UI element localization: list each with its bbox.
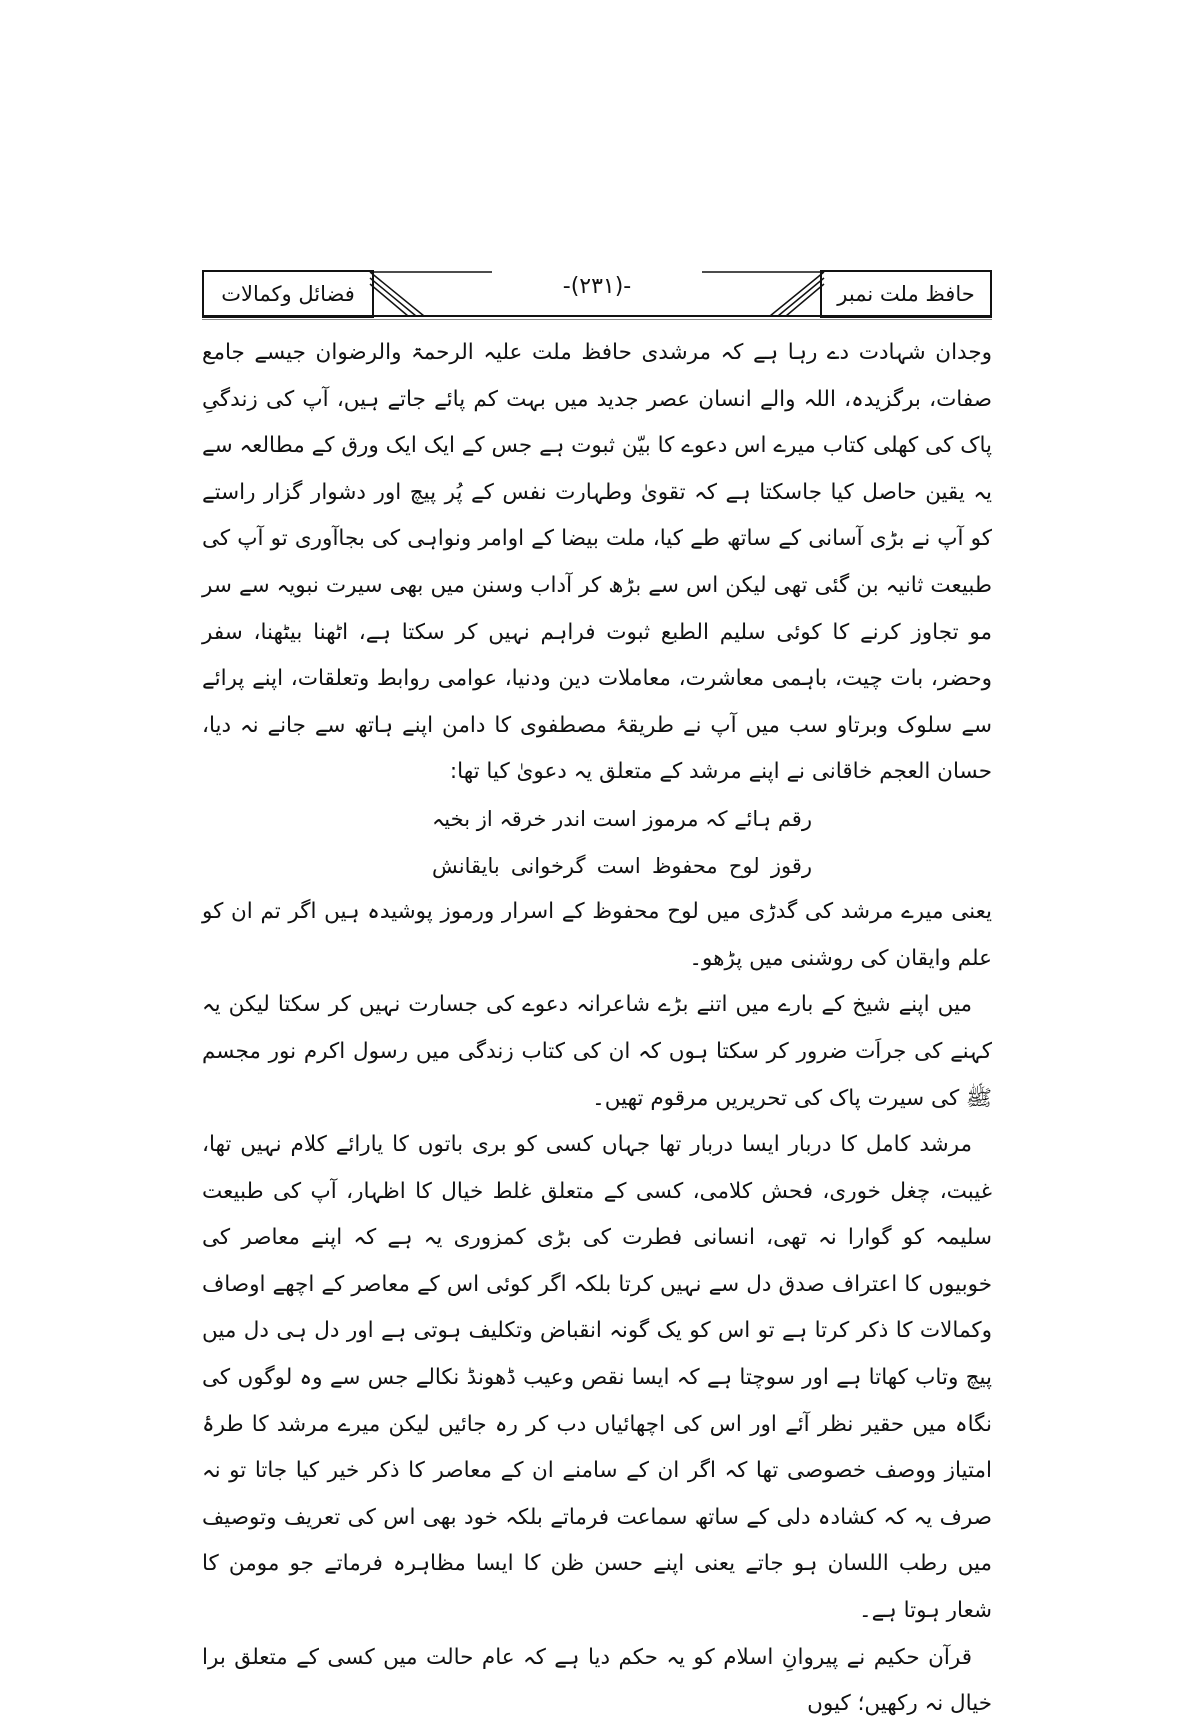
page-header bbox=[202, 268, 992, 320]
page-number: -(۲۳۱)- bbox=[562, 274, 632, 299]
body-text bbox=[202, 330, 992, 1728]
paragraph: مرشد کامل کا دربار ایسا دربار تھا جہاں کسی کو بری باتوں کا یارائے کلام نہیں تھا، غیبت، چغل خوری، فحش کلامی، کسی کے متعلق غلط خیال کا اظہار، آپ کی طبیعت سلیمہ کو گوارا نہ تھی، انسانی فطرت کی بڑی کمزوری یہ ہے کہ اپنے معاصر کی خوبیوں کا اعتراف صدق دل سے نہیں کرتا بلکہ اگر کوئی اس کے معاصر کے اچھے اوصاف وکمالات کا ذکر کرتا ہے تو اس کو یک گونہ انقباض وتکلیف ہوتی ہے اور دل ہی دل میں پیچ وتاب کھاتا ہے اور سوچتا ہے کہ ایسا نقص وعیب ڈھونڈ نکالے جس سے وہ لوگوں کی نگاہ میں حقیر نظر آئے اور اس کی اچھائیاں دب کر رہ جائیں لیکن میرے مرشد کا طرۂ امتیاز ووصف خصوصی تھا کہ اگر ان کے سامنے ان کے معاصر کا ذکر خیر کیا جاتا تو نہ صرف یہ کہ کشادہ دلی کے ساتھ سماعت فرماتے بلکہ خود بھی اس کی تعریف وتوصیف میں رطب اللسان ہو جاتے یعنی اپنے حسن ظن کا ایسا مظاہرہ فرماتے جو مومن کا شعار ہوتا ہے۔ bbox=[202, 1132, 992, 1624]
persian-verse bbox=[202, 796, 992, 889]
paragraph: یعنی میرے مرشد کی گدڑی میں لوح محفوظ کے اسرار ورموز پوشیدہ ہیں اگر تم ان کو علم وایقان کی روشنی میں پڑھو۔ bbox=[202, 899, 992, 971]
header-right-title: حافظ ملت نمبر bbox=[820, 270, 992, 318]
verse-line-1: رقم ہائے کہ مرموز است اندر خرقہ از بخیہ bbox=[432, 806, 812, 831]
paragraph: قرآن حکیم نے پیروانِ اسلام کو یہ حکم دیا ہے کہ عام حالت میں کسی کے متعلق برا خیال نہ رکھیں؛ کیوں bbox=[202, 1644, 992, 1717]
paragraph: میں اپنے شیخ کے بارے میں اتنے بڑے شاعرانہ دعوے کی جسارت نہیں کر سکتا لیکن یہ کہنے کی جراَت ضرور کر سکتا ہوں کہ ان کی کتاب زندگی میں رسول اکرم نور مجسم ﷺ کی سیرت پاک کی تحریریں مرقوم تھیں۔ bbox=[202, 992, 992, 1111]
verse-line-2: رقوز لوح محفوظ است گرخوانی بایقانش bbox=[432, 853, 812, 878]
paragraph: وجدان شہادت دے رہا ہے کہ مرشدی حافظ ملت علیہ الرحمۃ والرضوان جیسے جامع صفات، برگزیدہ، اللہ والے انسان عصر جدید میں بہت کم پائے جاتے ہیں، آپ کی زندگیِ پاک کی کھلی کتاب میرے اس دعوے کا بیّن ثبوت ہے جس کے ایک ایک ورق کے مطالعہ سے یہ یقین حاصل کیا جاسکتا ہے کہ تقویٰ وطہارت نفس کے پُر پیچ اور دشوار گزار راستے کو آپ نے بڑی آسانی کے ساتھ طے کیا، ملت بیضا کے اوامر ونواہی کی بجاآوری تو آپ کی طبیعت ثانیہ بن گئی تھی لیکن اس سے بڑھ کر آداب وسنن میں بھی سیرت نبویہ سے سر مو تجاوز کرنے کا کوئی سلیم الطبع ثبوت فراہم نہیں کر سکتا ہے، اٹھنا بیٹھنا، سفر وحضر، بات چیت، باہمی معاشرت، معاملات دین ودنیا، عوامی روابط وتعلقات، اپنے پرائے سے سلوک وبرتاو سب میں آپ نے طریقۂ مصطفوی کا دامن اپنے ہاتھ سے جانے نہ دیا، حسان العجم خاقانی نے اپنے مرشد کے متعلق یہ دعویٰ کیا تھا: bbox=[202, 340, 992, 785]
header-left-title: فضائل وکمالات bbox=[202, 270, 374, 318]
